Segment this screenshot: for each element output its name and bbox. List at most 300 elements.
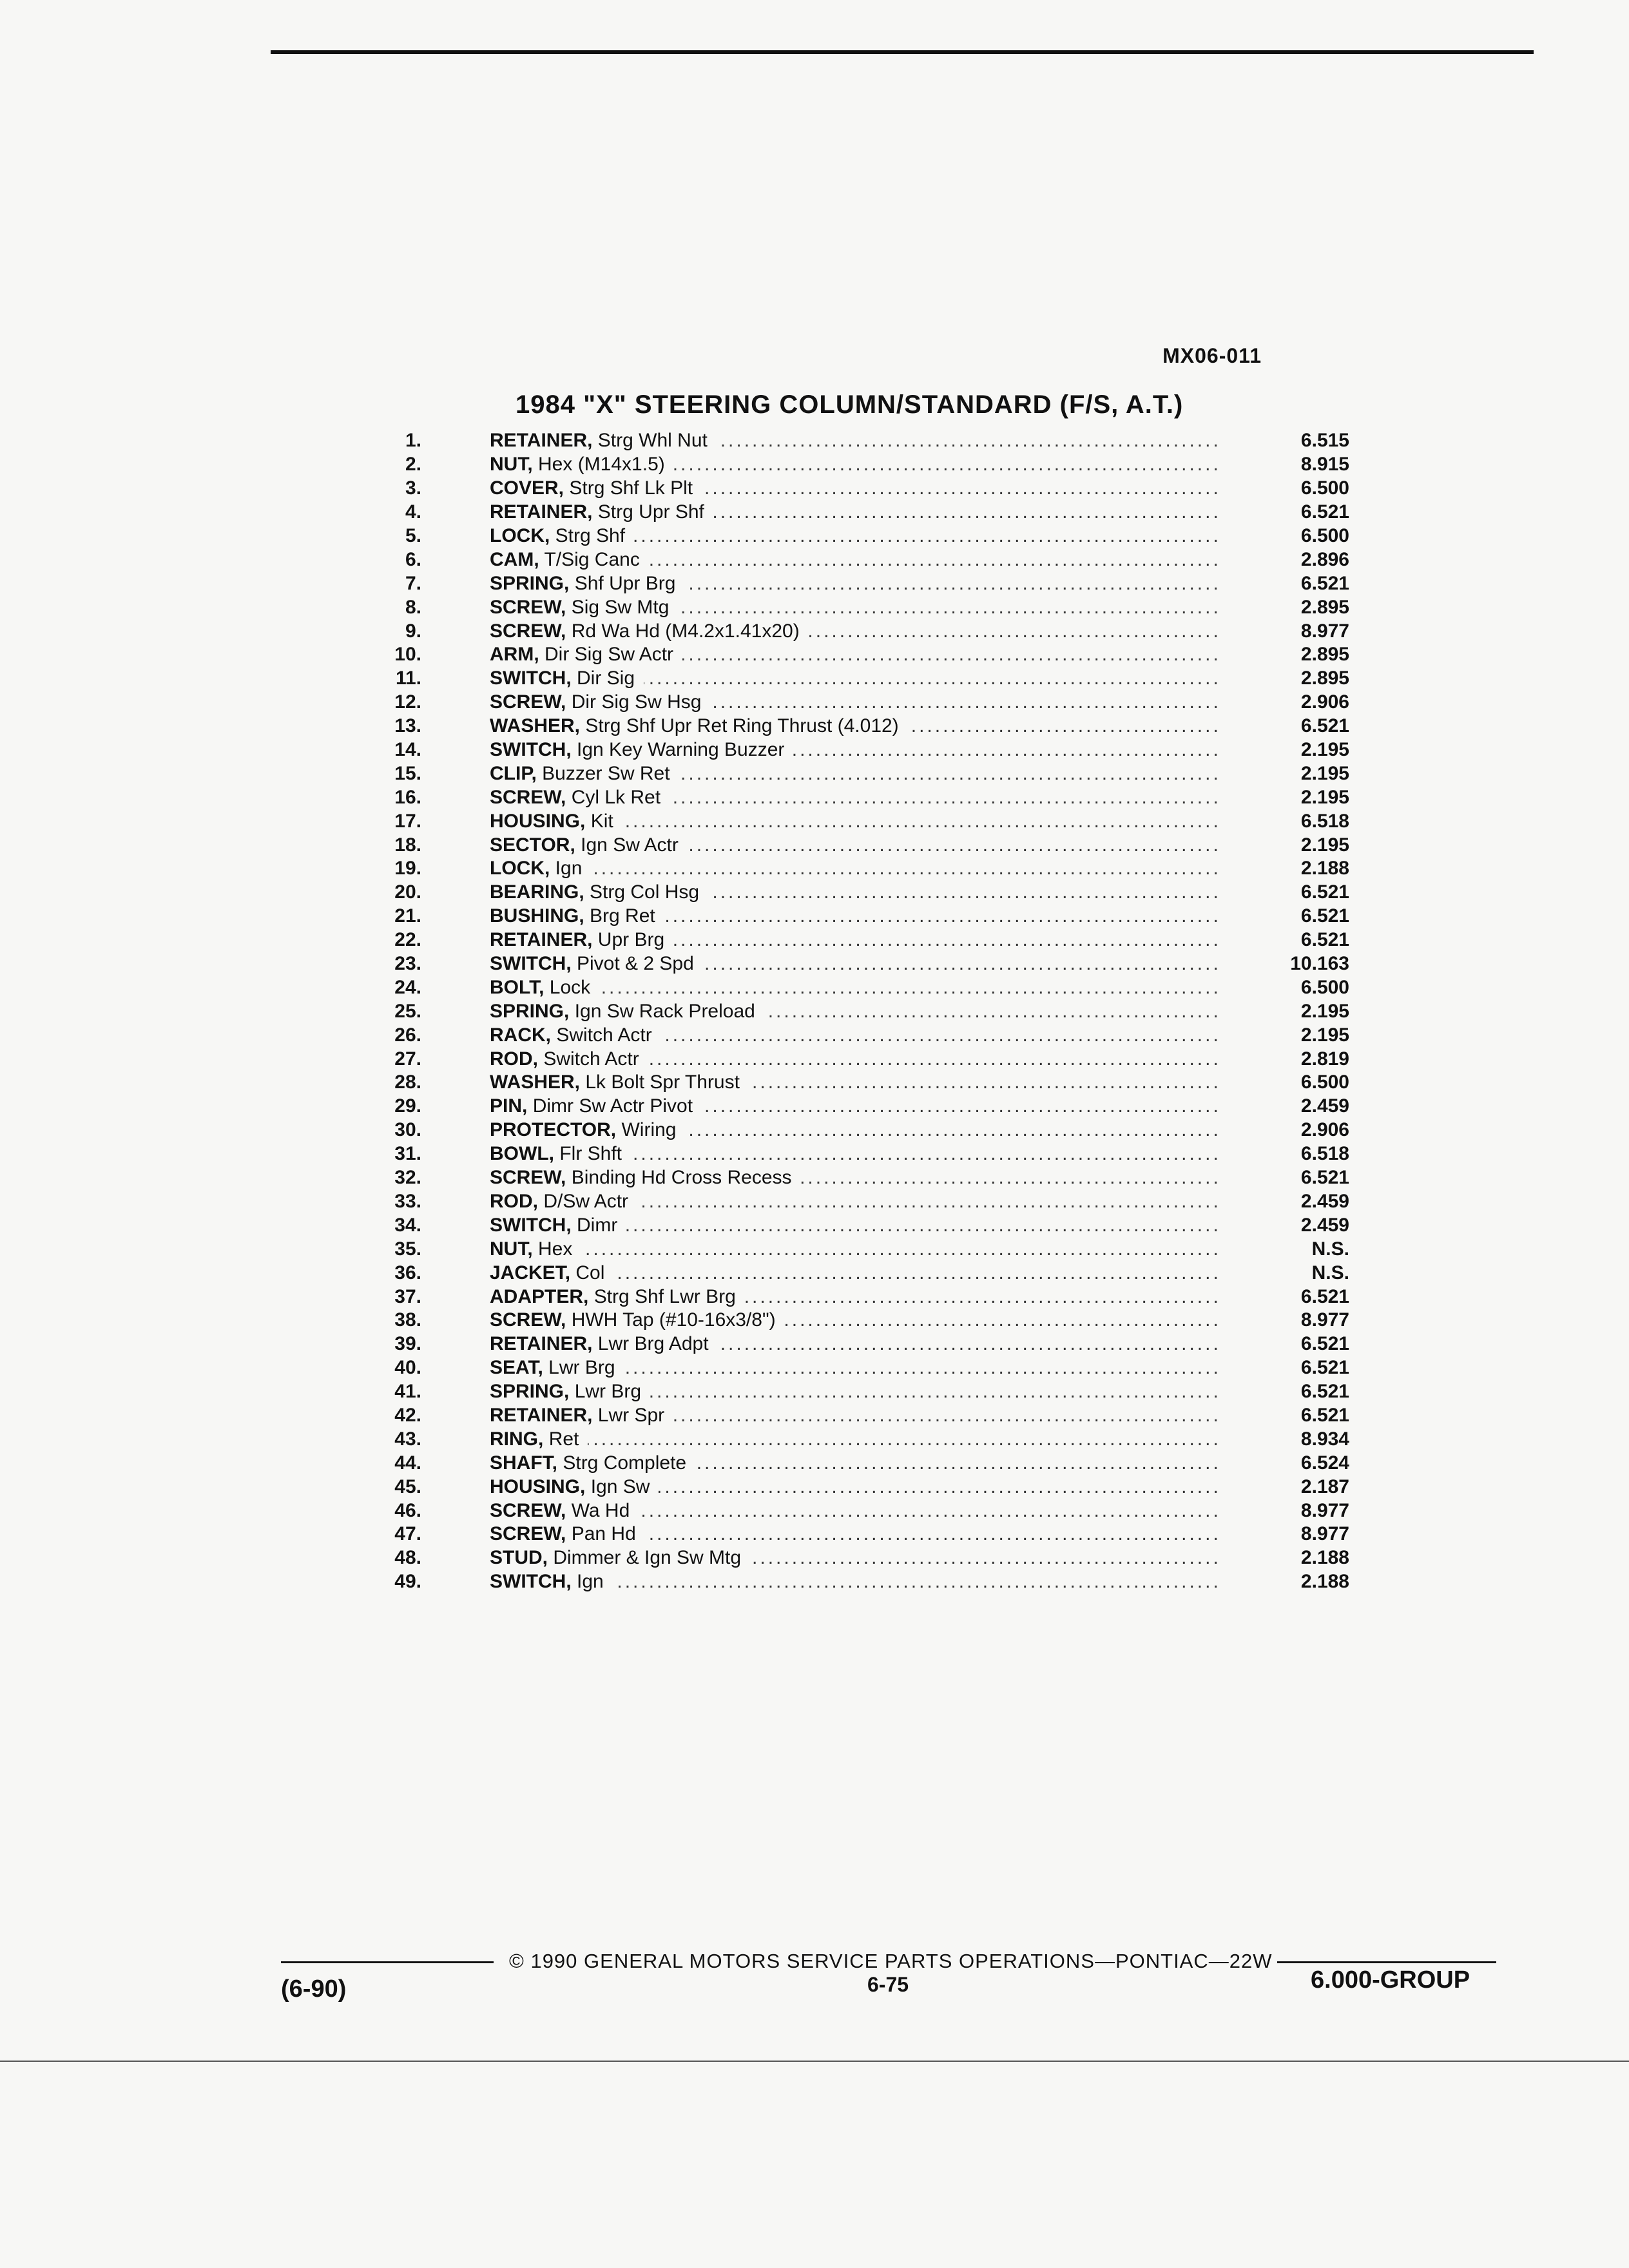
parts-list-row xyxy=(361,1142,1392,1166)
parts-list-row xyxy=(361,833,1392,857)
item-part-detail: Pan Hd xyxy=(571,1523,636,1545)
item-part-name: SEAT, xyxy=(490,1357,543,1379)
item-group-number: 6.515 xyxy=(1300,430,1349,452)
parts-list-row xyxy=(361,524,1392,548)
item-description-text xyxy=(490,1143,631,1164)
item-description-text xyxy=(490,1072,749,1093)
item-number: 48. xyxy=(394,1547,421,1569)
item-number: 15. xyxy=(394,762,421,784)
item-part-name: ROD, xyxy=(490,1048,538,1070)
item-group-number: 8.977 xyxy=(1300,1309,1349,1331)
item-part-detail: Shf Upr Brg xyxy=(574,572,676,594)
item-number: 22. xyxy=(394,929,421,951)
item-part-detail: Hex xyxy=(538,1238,573,1260)
item-group-number: 6.521 xyxy=(1300,1333,1349,1355)
item-description xyxy=(490,834,1220,857)
item-description xyxy=(490,620,1220,643)
parts-list-row xyxy=(361,999,1392,1023)
item-description xyxy=(490,928,1220,952)
item-description-text xyxy=(490,501,713,523)
item-part-detail: Lwr Spr xyxy=(597,1404,665,1426)
item-description-text xyxy=(490,1523,645,1544)
item-number: 9. xyxy=(405,620,421,642)
item-group-number: 6.521 xyxy=(1300,715,1349,737)
item-part-detail: Wa Hd xyxy=(571,1499,630,1521)
item-group-number: 8.915 xyxy=(1300,454,1349,476)
item-part-detail: Sig Sw Mtg xyxy=(571,596,670,618)
item-part-name: BOWL, xyxy=(490,1143,554,1165)
item-part-name: LOCK, xyxy=(490,525,550,546)
item-description xyxy=(490,548,1220,572)
item-description xyxy=(490,572,1220,595)
item-description xyxy=(490,1071,1220,1094)
group-number: 6.000-GROUP xyxy=(1311,1966,1470,1994)
parts-list-row xyxy=(361,1546,1392,1570)
item-number: 46. xyxy=(394,1499,421,1521)
item-description-text xyxy=(490,1381,650,1402)
parts-list-row xyxy=(361,715,1392,738)
item-number: 26. xyxy=(394,1024,421,1046)
item-group-number: 10.163 xyxy=(1290,953,1349,975)
item-group-number: 6.500 xyxy=(1300,976,1349,998)
item-part-name: NUT, xyxy=(490,454,533,476)
item-part-detail: Rd Wa Hd (M4.2x1.41x20) xyxy=(571,620,800,642)
item-description xyxy=(490,477,1220,500)
item-group-number: 2.459 xyxy=(1300,1095,1349,1117)
parts-list-row xyxy=(361,1237,1392,1261)
item-part-detail: Dir Sig Sw Actr xyxy=(545,644,674,666)
item-part-detail: Cyl Lk Ret xyxy=(571,786,661,808)
parts-list-row xyxy=(361,952,1392,976)
item-part-detail: D/Sw Actr xyxy=(543,1190,629,1212)
item-part-detail: Ret xyxy=(548,1428,579,1450)
item-part-name: CAM, xyxy=(490,548,539,570)
item-group-number: 6.518 xyxy=(1300,1143,1349,1165)
item-part-name: SWITCH, xyxy=(490,668,572,689)
item-part-name: PROTECTOR, xyxy=(490,1119,617,1141)
item-part-name: SPRING, xyxy=(490,1381,570,1403)
item-description xyxy=(490,786,1220,809)
item-description-text xyxy=(490,834,688,856)
item-number: 1. xyxy=(405,430,421,452)
item-group-number: 8.977 xyxy=(1300,1499,1349,1521)
item-description xyxy=(490,1332,1220,1356)
page-title: 1984 "X" STEERING COLUMN/STANDARD (F/S, A.T.) xyxy=(516,390,1184,419)
item-part-detail: Buzzer Sw Ret xyxy=(542,762,670,784)
item-number: 16. xyxy=(394,786,421,808)
item-description-text xyxy=(490,929,673,950)
item-part-name: SWITCH, xyxy=(490,953,572,975)
item-number: 41. xyxy=(394,1381,421,1403)
item-group-number: N.S. xyxy=(1311,1238,1349,1260)
item-description xyxy=(490,1404,1220,1427)
item-description-text xyxy=(490,1119,686,1140)
item-description-text xyxy=(490,430,717,451)
item-description-text xyxy=(490,811,622,832)
item-description xyxy=(490,1048,1220,1071)
footer-rule-right xyxy=(1277,1961,1496,1963)
item-part-detail: Ign Sw Rack Preload xyxy=(574,1000,755,1022)
item-part-name: ARM, xyxy=(490,644,539,666)
item-part-name: LOCK, xyxy=(490,858,550,879)
item-part-detail: Ign xyxy=(577,1571,604,1593)
item-part-detail: Brg Ret xyxy=(590,905,655,927)
item-part-detail: Strg Col Hsg xyxy=(590,881,700,903)
item-description xyxy=(490,1119,1220,1142)
item-part-detail: Dir Sig xyxy=(577,668,635,689)
item-group-number: 2.195 xyxy=(1300,834,1349,856)
item-description xyxy=(490,691,1220,714)
item-description xyxy=(490,905,1220,928)
item-part-name: SWITCH, xyxy=(490,1214,572,1236)
item-part-name: SCREW, xyxy=(490,786,566,808)
item-number: 44. xyxy=(394,1452,421,1474)
parts-list-row xyxy=(361,1570,1392,1594)
item-number: 6. xyxy=(405,548,421,570)
item-description xyxy=(490,524,1220,548)
item-part-detail: Switch Actr xyxy=(543,1048,639,1070)
item-description-text xyxy=(490,1452,695,1474)
item-number: 3. xyxy=(405,477,421,499)
item-description-text xyxy=(490,620,809,642)
item-description-text xyxy=(490,691,710,713)
item-group-number: 2.896 xyxy=(1300,548,1349,570)
parts-list-row xyxy=(361,619,1392,643)
item-part-name: RETAINER, xyxy=(490,1333,593,1355)
item-part-name: RING, xyxy=(490,1428,544,1450)
item-description xyxy=(490,1380,1220,1403)
item-part-name: SCREW, xyxy=(490,691,566,713)
item-number: 36. xyxy=(394,1262,421,1283)
item-number: 39. xyxy=(394,1333,421,1355)
parts-list-row xyxy=(361,667,1392,691)
item-description xyxy=(490,976,1220,999)
item-description xyxy=(490,1214,1220,1237)
item-group-number: 6.521 xyxy=(1300,1381,1349,1403)
item-description-text xyxy=(490,1167,801,1188)
item-number: 13. xyxy=(394,715,421,737)
parts-list-row xyxy=(361,643,1392,667)
item-description-text xyxy=(490,525,634,546)
item-description-text xyxy=(490,1191,637,1212)
item-description xyxy=(490,643,1220,666)
item-part-name: SPRING, xyxy=(490,1000,570,1022)
item-description-text xyxy=(490,1215,626,1236)
item-number: 32. xyxy=(394,1167,421,1189)
item-description-text xyxy=(490,881,708,903)
parts-list-row xyxy=(361,1166,1392,1190)
item-description-text xyxy=(490,1547,750,1568)
item-part-name: RETAINER, xyxy=(490,430,593,452)
item-description xyxy=(490,1142,1220,1166)
item-description xyxy=(490,1095,1220,1118)
item-part-name: ADAPTER, xyxy=(490,1285,589,1307)
item-group-number: 2.195 xyxy=(1300,1000,1349,1022)
item-group-number: 2.188 xyxy=(1300,1571,1349,1593)
item-description xyxy=(490,1285,1220,1309)
parts-list-row xyxy=(361,785,1392,809)
item-part-detail: Dimr Sw Actr Pivot xyxy=(532,1095,693,1117)
parts-list-row xyxy=(361,1332,1392,1356)
parts-list-row xyxy=(361,1380,1392,1404)
item-group-number: 6.521 xyxy=(1300,1404,1349,1426)
item-description xyxy=(490,1238,1220,1261)
item-number: 38. xyxy=(394,1309,421,1331)
item-part-name: HOUSING, xyxy=(490,1475,586,1497)
item-number: 30. xyxy=(394,1119,421,1141)
item-description xyxy=(490,453,1220,476)
item-number: 18. xyxy=(394,834,421,856)
item-description xyxy=(490,1024,1220,1047)
item-description-text xyxy=(490,454,674,475)
parts-list-row xyxy=(361,1427,1392,1451)
item-description-text xyxy=(490,573,684,594)
item-part-detail: Strg Complete xyxy=(563,1452,687,1474)
item-description xyxy=(490,501,1220,524)
item-part-detail: Col xyxy=(575,1262,605,1283)
item-description-text xyxy=(490,977,599,998)
item-description-text xyxy=(490,597,678,618)
item-part-name: COVER, xyxy=(490,477,564,499)
item-description xyxy=(490,1262,1220,1285)
item-part-detail: Strg Shf Lk Plt xyxy=(569,477,693,499)
item-part-detail: Ign Sw Actr xyxy=(581,834,679,856)
item-group-number: 2.459 xyxy=(1300,1190,1349,1212)
parts-list-row xyxy=(361,1261,1392,1285)
item-description-text xyxy=(490,668,644,689)
item-part-detail: Upr Brg xyxy=(597,929,665,951)
item-description xyxy=(490,1570,1220,1593)
item-description-text xyxy=(490,715,908,736)
parts-list-row xyxy=(361,1190,1392,1214)
parts-list-row xyxy=(361,477,1392,501)
item-description-text xyxy=(490,1428,588,1450)
item-number: 19. xyxy=(394,858,421,879)
item-description-text xyxy=(490,953,703,974)
item-part-name: WASHER, xyxy=(490,1072,581,1093)
item-part-name: PIN, xyxy=(490,1095,528,1117)
item-number: 12. xyxy=(394,691,421,713)
item-description-text xyxy=(490,739,793,760)
parts-list xyxy=(361,429,1392,1594)
item-description-text xyxy=(490,1095,702,1117)
item-description-text xyxy=(490,549,649,570)
item-number: 37. xyxy=(394,1285,421,1307)
item-part-name: RETAINER, xyxy=(490,1404,593,1426)
parts-list-row xyxy=(361,1047,1392,1071)
item-description xyxy=(490,1499,1220,1523)
item-part-detail: Strg Shf Lwr Brg xyxy=(593,1285,736,1307)
parts-list-row xyxy=(361,1523,1392,1546)
item-description xyxy=(490,952,1220,975)
item-number: 24. xyxy=(394,976,421,998)
item-part-name: NUT, xyxy=(490,1238,533,1260)
item-part-name: BEARING, xyxy=(490,881,584,903)
item-part-detail: Strg Shf Upr Ret Ring Thrust (4.012) xyxy=(585,715,899,737)
item-group-number: 6.521 xyxy=(1300,905,1349,927)
item-description-text xyxy=(490,1024,661,1046)
item-group-number: 2.195 xyxy=(1300,1024,1349,1046)
item-group-number: 6.521 xyxy=(1300,1167,1349,1189)
item-part-detail: Lwr Brg Adpt xyxy=(597,1333,709,1355)
item-description xyxy=(490,1309,1220,1332)
item-description xyxy=(490,1452,1220,1475)
item-group-number: 2.895 xyxy=(1300,596,1349,618)
item-part-name: STUD, xyxy=(490,1547,548,1569)
item-description-text xyxy=(490,1309,785,1331)
parts-list-row xyxy=(361,1451,1392,1475)
item-group-number: 6.500 xyxy=(1300,525,1349,546)
item-number: 10. xyxy=(394,644,421,666)
item-description xyxy=(490,762,1220,785)
item-part-detail: Lwr Brg xyxy=(574,1381,642,1403)
item-part-detail: Ign xyxy=(555,858,583,879)
item-description xyxy=(490,429,1220,452)
copyright-notice: © 1990 GENERAL MOTORS SERVICE PARTS OPERATIONS—PONTIAC—22W xyxy=(509,1950,1273,1972)
parts-list-row xyxy=(361,1213,1392,1237)
item-description-text xyxy=(490,1001,764,1022)
item-number: 35. xyxy=(394,1238,421,1260)
item-part-detail: Kit xyxy=(590,810,613,832)
item-part-detail: Lock xyxy=(549,976,591,998)
parts-list-row xyxy=(361,691,1392,715)
item-part-detail: Dimmer & Ign Sw Mtg xyxy=(553,1547,742,1569)
item-part-name: SHAFT, xyxy=(490,1452,557,1474)
item-number: 28. xyxy=(394,1072,421,1093)
parts-list-row xyxy=(361,1475,1392,1499)
item-description-text xyxy=(490,644,682,665)
item-group-number: 6.500 xyxy=(1300,1072,1349,1093)
item-number: 14. xyxy=(394,739,421,761)
item-part-detail: HWH Tap (#10-16x3/8") xyxy=(571,1309,776,1331)
parts-list-row xyxy=(361,1285,1392,1309)
item-part-detail: Switch Actr xyxy=(556,1024,652,1046)
parts-list-row xyxy=(361,1404,1392,1428)
item-number: 11. xyxy=(395,668,421,689)
item-part-name: SWITCH, xyxy=(490,1571,572,1593)
item-number: 40. xyxy=(394,1357,421,1379)
parts-list-row xyxy=(361,857,1392,881)
parts-list-row xyxy=(361,1023,1392,1047)
item-part-detail: Ign Key Warning Buzzer xyxy=(577,739,785,761)
item-number: 27. xyxy=(394,1048,421,1070)
item-group-number: 2.459 xyxy=(1300,1214,1349,1236)
item-description xyxy=(490,1523,1220,1546)
item-part-detail: Strg Whl Nut xyxy=(597,430,708,452)
item-description-text xyxy=(490,1571,613,1592)
item-part-detail: Wiring xyxy=(621,1119,677,1141)
item-number: 47. xyxy=(394,1523,421,1545)
item-number: 31. xyxy=(394,1143,421,1165)
item-description xyxy=(490,1475,1220,1499)
item-part-detail: Dimr xyxy=(577,1214,618,1236)
item-part-detail: Ign Sw xyxy=(590,1475,650,1497)
item-description-text xyxy=(490,477,702,499)
item-description xyxy=(490,1356,1220,1379)
item-description-text xyxy=(490,1262,613,1283)
item-part-detail: Lk Bolt Spr Thrust xyxy=(585,1072,740,1093)
item-group-number: 2.906 xyxy=(1300,691,1349,713)
item-group-number: 2.819 xyxy=(1300,1048,1349,1070)
item-group-number: 8.977 xyxy=(1300,1523,1349,1545)
item-part-name: SCREW, xyxy=(490,1523,566,1545)
parts-list-row xyxy=(361,1309,1392,1332)
item-description xyxy=(490,1428,1220,1451)
item-part-name: SECTOR, xyxy=(490,834,575,856)
item-part-detail: T/Sig Canc xyxy=(544,548,640,570)
item-part-detail: Lwr Brg xyxy=(548,1357,615,1379)
parts-list-row xyxy=(361,762,1392,785)
parts-list-row xyxy=(361,453,1392,477)
item-part-name: SCREW, xyxy=(490,620,566,642)
item-group-number: 2.906 xyxy=(1300,1119,1349,1141)
item-description-text xyxy=(490,1048,648,1070)
item-group-number: 6.524 xyxy=(1300,1452,1349,1474)
item-number: 34. xyxy=(394,1214,421,1236)
item-description-text xyxy=(490,787,670,808)
parts-list-row xyxy=(361,881,1392,905)
parts-list-row xyxy=(361,1095,1392,1119)
item-description-text xyxy=(490,1286,745,1307)
parts-list-row xyxy=(361,1499,1392,1523)
item-group-number: 2.195 xyxy=(1300,739,1349,761)
item-description xyxy=(490,1000,1220,1023)
item-group-number: 2.188 xyxy=(1300,858,1349,879)
item-group-number: 8.977 xyxy=(1300,620,1349,642)
item-number: 5. xyxy=(405,525,421,546)
parts-list-row xyxy=(361,928,1392,952)
item-part-detail: Hex (M14x1.5) xyxy=(538,454,665,476)
item-group-number: 2.895 xyxy=(1300,668,1349,689)
item-group-number: 6.521 xyxy=(1300,881,1349,903)
item-number: 43. xyxy=(394,1428,421,1450)
item-part-name: SWITCH, xyxy=(490,739,572,761)
parts-list-row xyxy=(361,595,1392,619)
parts-list-row xyxy=(361,809,1392,833)
item-part-name: SCREW, xyxy=(490,1309,566,1331)
item-part-detail: Flr Shft xyxy=(559,1143,622,1165)
item-part-name: RETAINER, xyxy=(490,929,593,951)
item-description xyxy=(490,1166,1220,1189)
item-description-text xyxy=(490,1333,718,1354)
item-number: 23. xyxy=(394,953,421,975)
item-group-number: 2.895 xyxy=(1300,644,1349,666)
item-part-detail: Binding Hd Cross Recess xyxy=(571,1167,792,1189)
item-group-number: 6.518 xyxy=(1300,810,1349,832)
item-part-name: SPRING, xyxy=(490,572,570,594)
item-part-detail: Pivot & 2 Spd xyxy=(577,953,694,975)
item-number: 17. xyxy=(394,810,421,832)
footer-rule-left xyxy=(281,1961,494,1963)
item-group-number: 6.521 xyxy=(1300,501,1349,523)
item-group-number: 6.521 xyxy=(1300,1285,1349,1307)
item-number: 21. xyxy=(394,905,421,927)
item-description xyxy=(490,667,1220,690)
item-description xyxy=(490,1546,1220,1570)
item-part-name: CLIP, xyxy=(490,762,537,784)
item-group-number: N.S. xyxy=(1311,1262,1349,1283)
parts-list-row xyxy=(361,548,1392,572)
parts-list-row xyxy=(361,1071,1392,1095)
item-description xyxy=(490,810,1220,833)
item-part-name: BOLT, xyxy=(490,976,545,998)
item-description-text xyxy=(490,1500,639,1521)
item-description-text xyxy=(490,1405,673,1426)
item-part-name: HOUSING, xyxy=(490,810,586,832)
bottom-rule xyxy=(0,2061,1629,2062)
parts-list-row xyxy=(361,429,1392,453)
item-group-number: 2.195 xyxy=(1300,786,1349,808)
